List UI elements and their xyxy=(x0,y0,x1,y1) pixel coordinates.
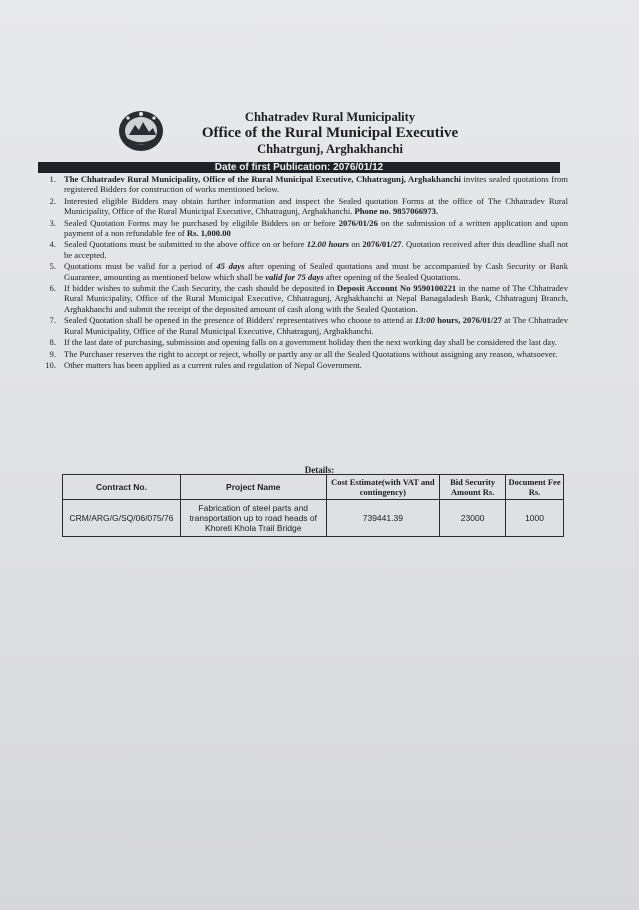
text-segment: in the name of The Chhatradev Rural Municipality, Office of the Rural Municipal Executive, Chhatragunj, Arghakhanchi at Nepal Banagaladesh Bank, Chhatragunj Branch, Arghakhanchi and submit the receipt of the deposited amount of cash along with the Sealed Quotation. xyxy=(64,283,568,314)
list-item-text xyxy=(64,283,568,314)
text-segment: 2076/01/27 xyxy=(362,239,402,250)
publication-date-bar: Date of first Publication: 2076/01/12 xyxy=(38,162,560,173)
text-segment: at The Chhatradev Rural Municipality, Office of the Rural Municipal Executive, Chhatragunj, Arghakhanchi. xyxy=(64,315,568,336)
list-item xyxy=(40,218,568,239)
list-item-number: 4. xyxy=(49,239,56,250)
text-segment: invites sealed quotations from registered Bidders for construction of works mentioned below. xyxy=(64,174,568,195)
list-item-text xyxy=(64,315,568,336)
list-item xyxy=(40,196,568,217)
list-item-text xyxy=(64,174,568,195)
text-segment: 12.00 hours xyxy=(306,239,350,250)
list-item-number: 8. xyxy=(49,337,56,348)
text-segment: The Purchaser reserves the right to accept or reject, wholly or partly any or all the Sealed Quotations without assigning any reason, whatsoever. xyxy=(64,348,558,359)
cell-cost-estimate: 739441.39 xyxy=(326,500,440,537)
text-segment: Quotations must be valid for a period of xyxy=(64,261,217,272)
list-item-number: 6. xyxy=(49,283,56,294)
text-segment: Sealed Quotation shall be opened in the presence of Bidders' representatives who choose to attend at xyxy=(64,315,415,326)
list-item-number: 9. xyxy=(49,348,56,359)
text-segment: If bidder wishes to submit the Cash Security, the cash should be deposited in xyxy=(64,283,337,294)
text-segment: The Chhatradev Rural Municipality, Office of the Rural Municipal Executive, Chhatragunj, Arghakhanchi xyxy=(64,174,462,184)
notice-items-list xyxy=(40,174,568,371)
text-segment: If the last date of purchasing, submission and opening falls on a government holiday then the next working day shall be considered the last day. xyxy=(64,337,557,348)
text-segment: Sealed Quotations must be submitted to the above office on or before xyxy=(64,239,307,250)
list-item-number: 3. xyxy=(49,217,56,228)
text-segment: Rs. 1,000.00 xyxy=(186,228,231,239)
list-item-text xyxy=(64,261,568,282)
text-segment: after opening of Sealed quotations and must be accompanied by Cash Security or Bank Guarantee, amounting as mentioned below which shall be xyxy=(64,261,568,282)
list-item-text xyxy=(64,337,568,347)
text-segment: 13:00 xyxy=(414,315,435,326)
list-item xyxy=(40,174,568,195)
cell-bid-security: 23000 xyxy=(440,500,506,537)
list-item-number: 2. xyxy=(49,195,56,206)
details-table xyxy=(62,474,564,537)
list-item-text xyxy=(64,196,568,217)
header-bid-security: Bid Security Amount Rs. xyxy=(440,475,506,500)
list-item xyxy=(40,261,568,282)
text-segment: 45 days xyxy=(216,261,245,272)
list-item-number: 1. xyxy=(49,174,56,184)
text-segment: 2076/01/26 xyxy=(338,217,378,228)
header-contract-no: Contract No. xyxy=(63,475,181,500)
municipality-emblem-icon xyxy=(116,108,166,154)
cell-document-fee: 1000 xyxy=(506,500,564,537)
table-header-row xyxy=(63,475,564,500)
text-segment: Sealed Quotation Forms may be purchased by eligible Bidders on or before xyxy=(64,217,339,228)
list-item-text xyxy=(64,349,568,359)
list-item xyxy=(40,349,568,359)
text-segment: . Quotation received after this deadline shall not be accepted. xyxy=(64,239,569,260)
text-segment: on xyxy=(349,239,363,250)
text-segment: valid for 75 days xyxy=(265,271,324,282)
header-document-fee: Document Fee Rs. xyxy=(506,475,564,500)
header-cost-estimate: Cost Estimate(with VAT and contingency) xyxy=(326,475,440,500)
municipality-name: Chhatradev Rural Municipality xyxy=(244,110,416,124)
list-item xyxy=(40,283,568,314)
office-title: Office of the Rural Municipal Executive xyxy=(201,125,459,141)
details-label: Details: xyxy=(304,465,335,475)
list-item-number: 7. xyxy=(49,315,56,326)
list-item-text xyxy=(64,239,568,260)
list-item xyxy=(40,360,568,370)
list-item xyxy=(40,239,568,260)
list-item xyxy=(40,337,568,347)
cell-project-name: Fabrication of steel parts and transportation up to road heads of Khoreti Khola Trail Bridge xyxy=(180,500,326,537)
text-segment: on the submission of a written application and upon payment of a non refundable fee of xyxy=(64,217,568,239)
text-segment: Other matters has been applied as a current rules and regulation of Nepal Government. xyxy=(64,359,362,370)
text-segment: after opening of the Sealed Quotations. xyxy=(323,271,461,282)
text-segment: Deposit Account No 9590100221 xyxy=(336,283,457,294)
header-project-name: Project Name xyxy=(180,475,326,500)
office-location: Chhatrgunj, Arghakhanchi xyxy=(257,142,403,156)
list-item-text xyxy=(64,360,568,370)
list-item xyxy=(40,315,568,336)
table-row xyxy=(63,500,564,537)
cell-contract-no: CRM/ARG/G/SQ/06/075/76 xyxy=(63,500,181,537)
list-item-text xyxy=(64,218,568,239)
text-segment: hours, 2076/01/27 xyxy=(437,315,502,326)
list-item-number: 10. xyxy=(45,359,56,370)
list-item-number: 5. xyxy=(49,261,56,272)
text-segment: Interested eligible Bidders may obtain further information and inspect the Sealed quotation Forms at the office of The Chhatradev Rural Municipality, Office of the Rural Municipal Executive, Chhatragunj, Arghakhanchi. xyxy=(64,195,568,217)
notice-header xyxy=(0,100,639,160)
text-segment: Phone no. 9857066973. xyxy=(354,206,439,217)
